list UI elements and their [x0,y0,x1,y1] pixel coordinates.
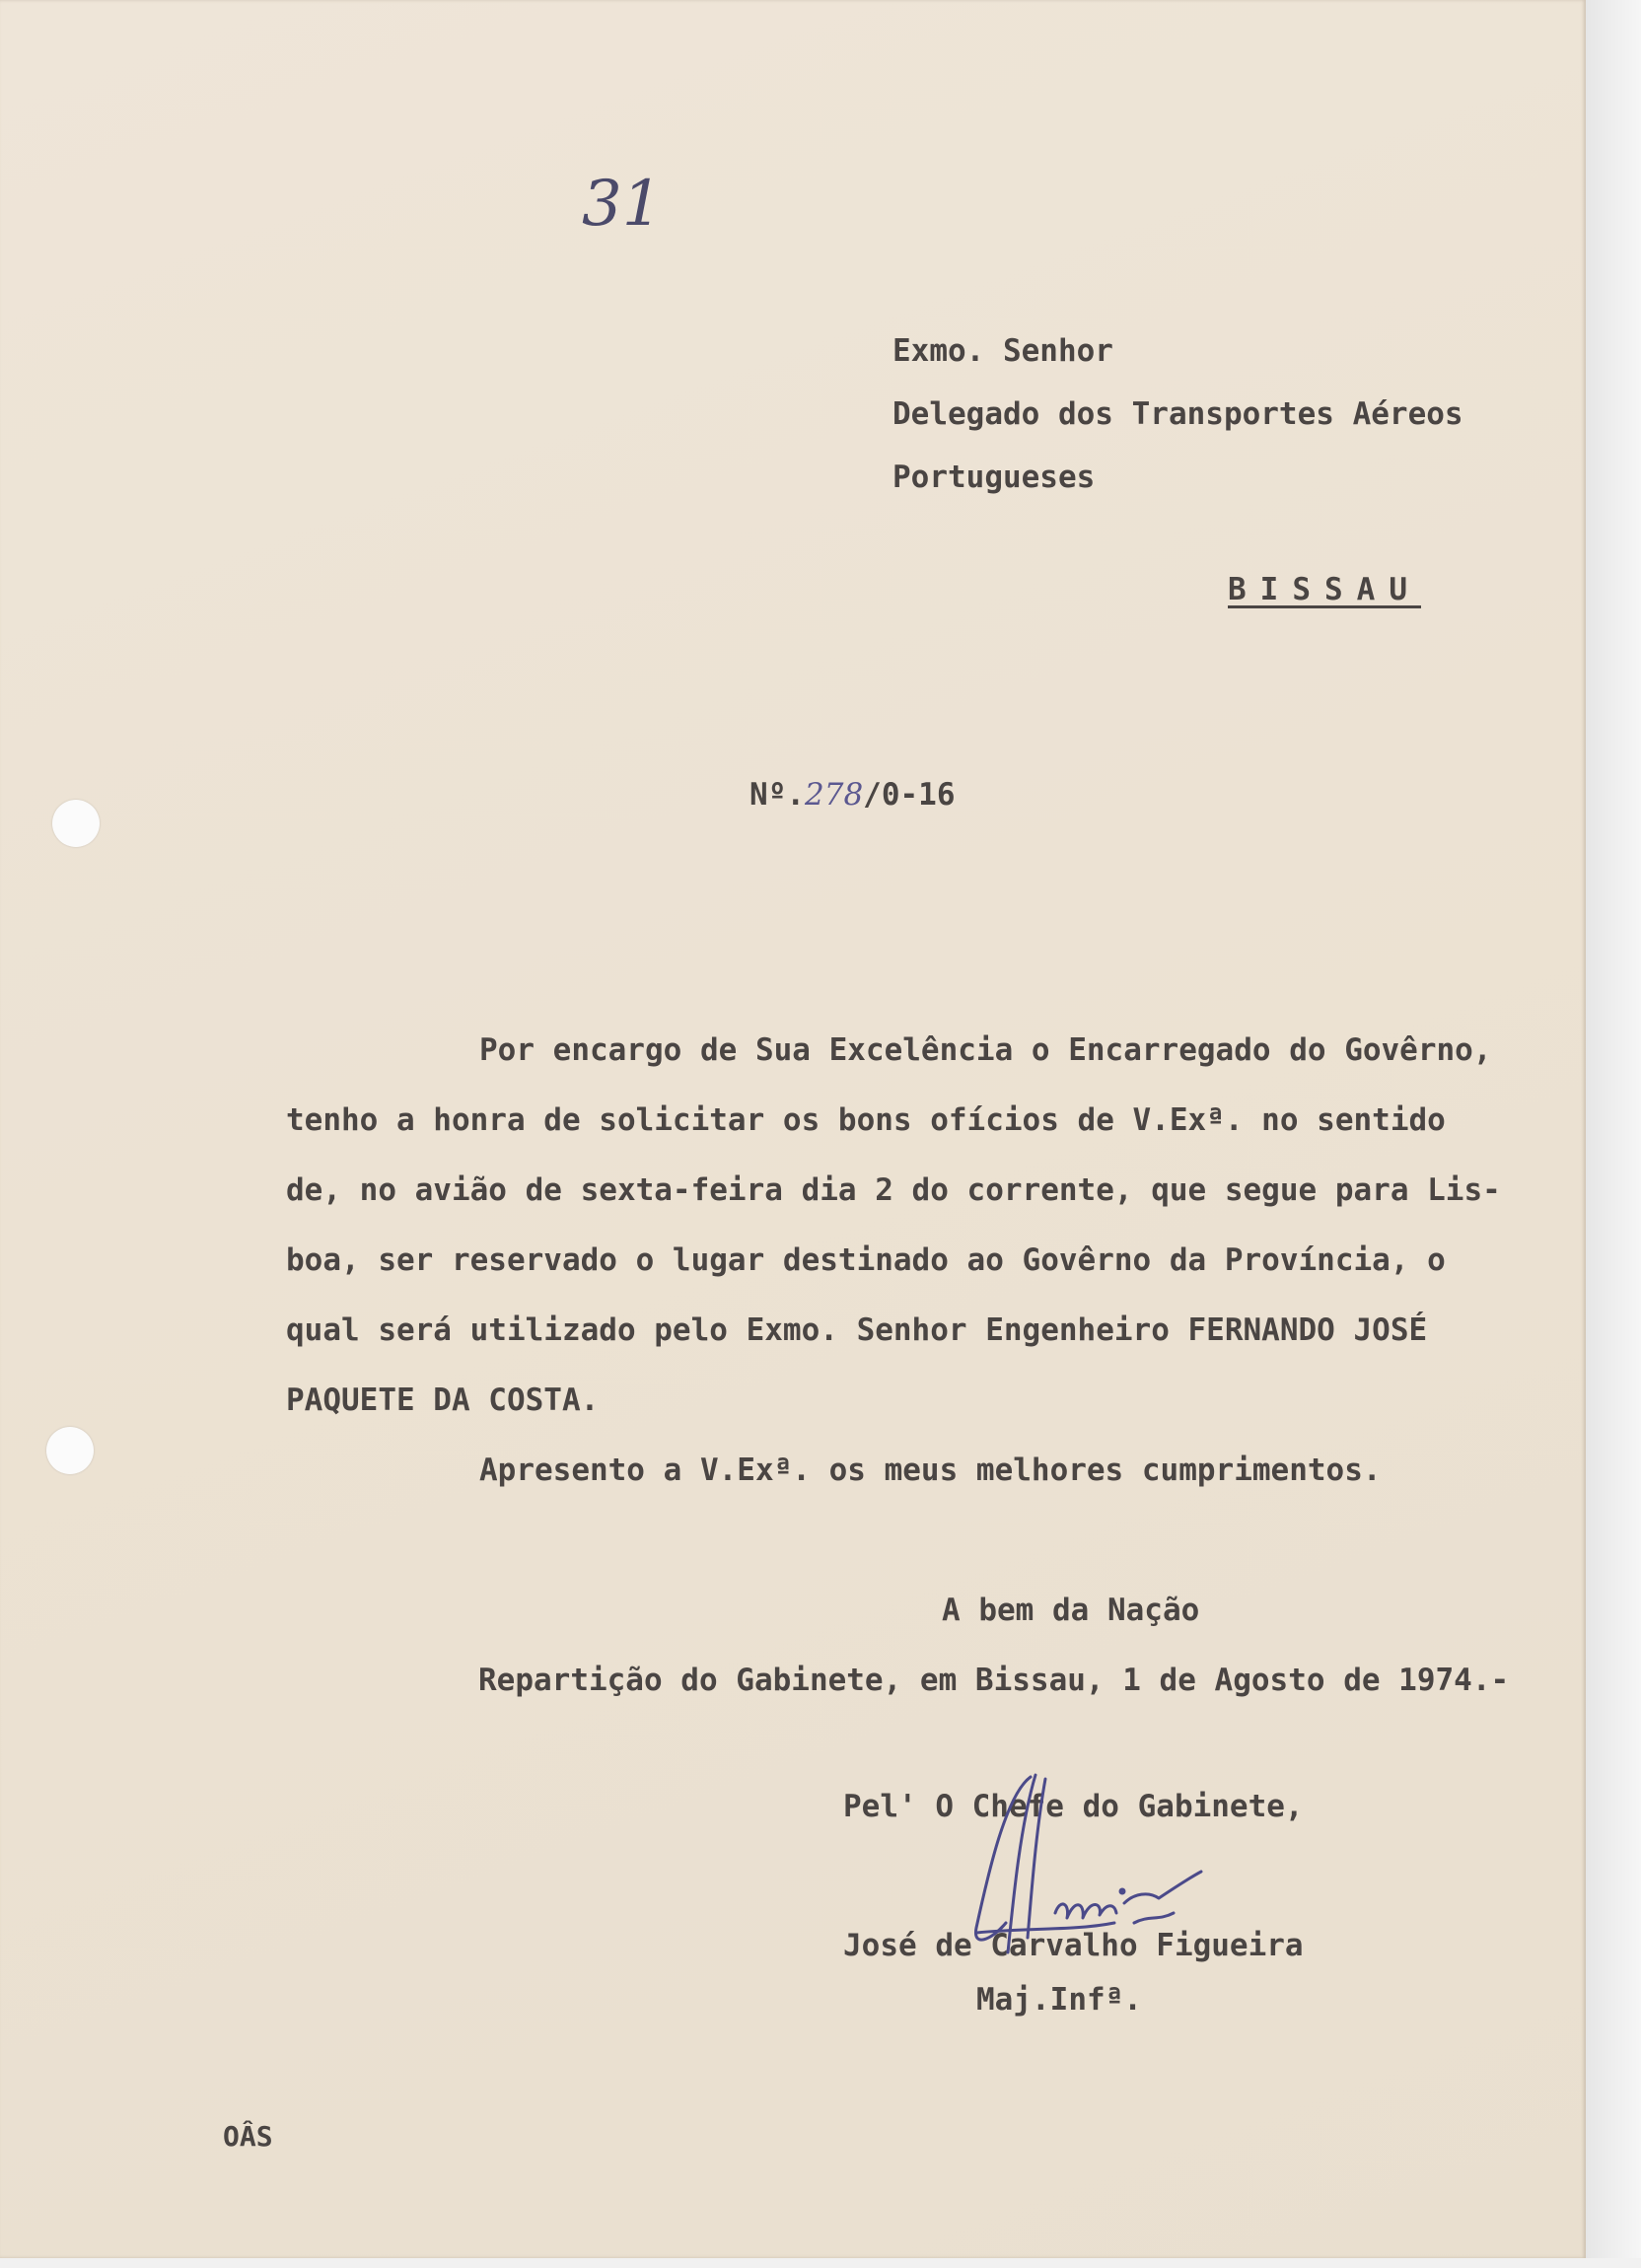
motto: A bem da Nação [942,1593,1200,1628]
addressee-city: BISSAU [1228,572,1421,607]
typist-initials: OÂS [223,2120,273,2153]
body-line: qual será utilizado pelo Exmo. Senhor Engenheiro FERNANDO JOSÉ [286,1312,1428,1348]
reference-suffix: /0-16 [863,777,956,813]
reference-number [749,777,956,813]
reference-handwritten-number: 278 [805,777,864,813]
scan-margin-right [1586,0,1641,2268]
handwritten-signature [937,1765,1262,1972]
body-line: boa, ser reservado o lugar destinado ao Govêrno da Província, o [286,1242,1446,1278]
letter-body [286,1016,1588,1506]
punch-hole-top [52,800,100,847]
page-number-marking: 31 [582,168,663,241]
signatory-title: Pel' O Chefe do Gabinete, [843,1789,1304,1824]
addressee-line-1: Delegado dos Transportes Aéreos [892,396,1463,432]
addressee-line-2: Portugueses [892,460,1096,495]
addressee-salutation: Exmo. Senhor [892,333,1113,369]
body-line: PAQUETE DA COSTA. [286,1382,600,1418]
body-line: de, no avião de sexta-feira dia 2 do corrente, que segue para Lis- [286,1172,1501,1208]
punch-hole-bottom [46,1427,94,1474]
body-line: tenho a honra de solicitar os bons ofícios de V.Exª. no sentido [286,1102,1446,1138]
body-line: Por encargo de Sua Excelência o Encarregado do Govêrno, [479,1032,1492,1068]
closing-greeting: Apresento a V.Exª. os meus melhores cumprimentos. [479,1453,1382,1488]
signatory-name: José de Carvalho Figueira [843,1928,1304,1963]
reference-prefix: Nº. [749,777,805,813]
place-and-date: Repartição do Gabinete, em Bissau, 1 de Agosto de 1974.- [478,1663,1510,1698]
scan-margin-bottom [0,2258,1641,2268]
signatory-rank: Maj.Infª. [976,1982,1142,2018]
